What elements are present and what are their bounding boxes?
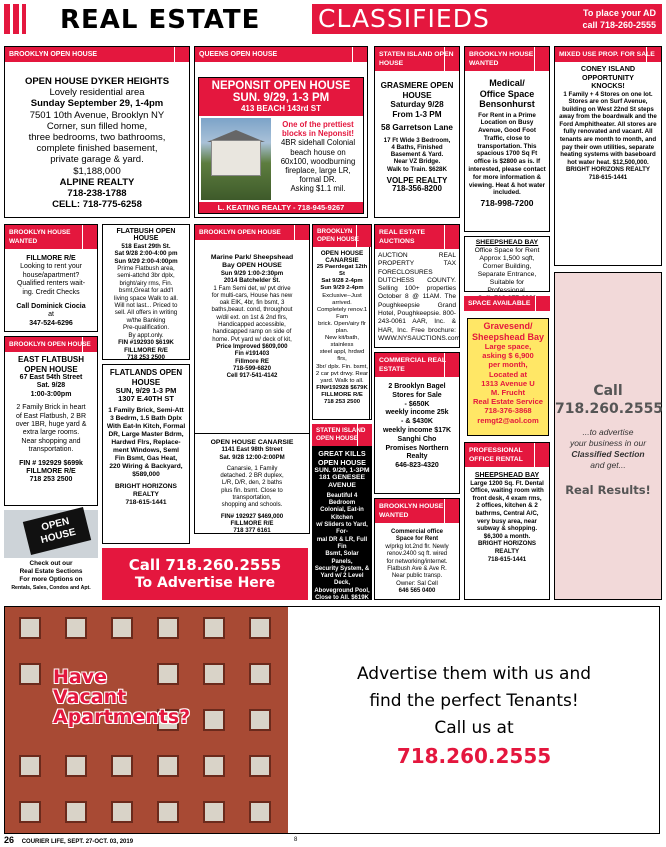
ad-line: Sat 9/28 2:00-4:00 pm	[114, 250, 178, 258]
ad-line: yard. Walk to all.	[320, 377, 364, 384]
section-tag: STATEN ISLAND OPEN HOUSE	[375, 47, 459, 71]
page-number: 26	[4, 835, 15, 845]
banner-phone: 718.260.2555	[396, 744, 552, 768]
ad-line: Separate Entrance,	[477, 271, 537, 278]
ad-title: OPEN HOUSE CANARSIE	[210, 439, 294, 446]
ad-line: 1 Fam Semi det, w/ pvt drive	[213, 284, 291, 292]
ad-line: Near public transp.	[391, 573, 443, 580]
ad-line: Call Dominick Ciocia	[16, 303, 86, 311]
coney-island-ad	[554, 46, 662, 266]
ad-line: Office, waiting room with	[470, 487, 544, 495]
building-photo	[5, 607, 288, 833]
ad-line: mal DR & LR, Full Fin	[316, 536, 368, 550]
page-title: REAL ESTATE	[60, 5, 261, 35]
ad-line: 1313 Avenue U	[481, 378, 535, 388]
sheepshead-office-ad	[464, 236, 550, 292]
ad-line: 4 Baths, Finished	[391, 143, 443, 151]
ad-realty: Fillmore RE	[235, 357, 269, 365]
ad-phone: 718-615-1441	[125, 499, 167, 506]
neposit-ad	[198, 77, 364, 214]
banner-line3: Call us at	[434, 718, 514, 738]
ad-line: w/prkg lot.2nd flr. Newly	[385, 543, 449, 550]
ad-line: living space Walk to all.	[113, 294, 179, 302]
ad-line: blocks in Neponsit!	[282, 129, 354, 139]
ad-line: extra large rooms.	[22, 429, 80, 437]
ad-line: transportation.	[28, 446, 74, 454]
ad-phone: 718 253 2500	[323, 398, 361, 405]
ad-title: GRASMERE OPEN HOUSE	[380, 81, 454, 100]
ad-text: 1 Family + 4 Stores on one lot. Stores are on Surf Avenue, building on West 22nd St steps away from the boardwalk and the Ford Amphitheater. All stores are fully renovated and vacant. All tenants are month to month, and pay their own utilities, separate heating systems with baseboard hot water heat. $12,500,000.	[559, 90, 657, 166]
ad-price: Price Improved $609,000	[216, 342, 288, 350]
ad-line: handicapped ramp on side of	[212, 328, 292, 336]
ad-line: 4BR sidehall Colonial	[280, 138, 356, 148]
ad-line: 2 offices, kitchen & 2	[476, 502, 538, 510]
ad-line: Real Estate Service	[472, 397, 544, 407]
place-ad-line1: To place your AD	[582, 8, 656, 18]
vacant-apartments-banner	[4, 606, 660, 834]
section-tag: SPACE AVAILABLE	[464, 296, 550, 311]
note-line: Rentals, Sales, Condos and Apt.	[11, 585, 91, 591]
ad-line: complete finished basement,	[36, 143, 158, 155]
ad-line: Security System, &	[314, 565, 370, 572]
ad-line: DR, Large Master Bdrm,	[108, 431, 184, 438]
ad-time: 1:00-3:00pm	[30, 390, 72, 398]
ad-line: Pre-qualification.	[122, 324, 170, 332]
note-line: Check out our	[29, 560, 73, 567]
ad-line: for multi-cars, House has new	[211, 291, 293, 299]
ad-line: Will not last... Priced to	[114, 302, 178, 310]
ad-line: Suitable for	[489, 279, 525, 286]
ad-line: weekly income $17K	[382, 426, 452, 434]
open-house-sign-photo	[4, 510, 98, 558]
have-vacant-text	[53, 667, 190, 727]
ad-line: transportation,	[232, 494, 272, 502]
ad-line: 2 car pvt drwy. Rear	[315, 370, 369, 377]
dental-office-ad	[464, 442, 550, 600]
ad-cell: Cell 917-541-4142	[226, 372, 278, 380]
ad-line: semi-attchd 3br dplx,	[117, 272, 175, 280]
ad-line: Sat 9/28 2-4pm	[321, 278, 363, 285]
ad-line: 2 Family Brick in heart	[16, 404, 86, 412]
ad-cell: CELL: 718-775-6258	[52, 199, 142, 211]
ad-title: FLATLANDS OPEN HOUSE	[109, 368, 183, 387]
paerdegat-column	[312, 224, 372, 420]
east-flatbush-ad	[4, 336, 98, 506]
ad-line: Approx 1,500 sqft,	[479, 255, 535, 262]
have-line: Apartments?	[53, 706, 191, 728]
section-tag: COMMERCIAL REAL ESTATE	[375, 353, 459, 377]
ad-line: per month,	[488, 360, 528, 370]
ad-line: Near shopping and	[21, 437, 81, 445]
canarsie-open-house-ad	[195, 439, 309, 535]
bagel-stores-ad	[374, 352, 460, 494]
side-line: and get...	[590, 460, 626, 470]
ad-line: bsmt,Great for add'l	[118, 287, 174, 295]
side-line: Classified Section	[571, 449, 645, 459]
ad-realty: BRIGHT HORIZONS REALTY	[477, 540, 537, 555]
ad-time: From 1-3 PM	[392, 109, 442, 119]
ad-phone: 718 253 2500	[29, 476, 73, 484]
auction-text: AUCTION REAL PROPERTY TAX FORECLOSURES DUTCHESS COUNTY. Selling 100+ properties October 8 @ 11AM. The Poughkeepsie Grand Hotel, Poughkeepsie. 800-243-0061 AAR, Inc. & HAR, Inc. Free brochure: WWW.NYSAUCTIONS.com	[378, 252, 461, 342]
ad-date: SUN. 9/29, 1-3 PM	[232, 92, 330, 104]
ad-line: front desk, 4 exam rms,	[472, 494, 542, 502]
ad-address: 413 BEACH 143rd ST	[240, 104, 322, 113]
ad-line: Prime Flatbush area,	[117, 265, 175, 273]
ad-line: Large space,	[484, 342, 532, 351]
have-line: Have	[53, 666, 107, 688]
ad-line: of East Flatbush, 2 BR	[15, 412, 87, 420]
ad-line: brick. Open/airy flr plan.	[318, 320, 366, 335]
ad-line: 220 Wiring & Backyard,	[109, 463, 183, 470]
ad-realty: ALPINE REALTY	[59, 176, 135, 188]
ad-line: at	[48, 311, 54, 319]
ad-line: bathrms, Central A/C,	[475, 509, 539, 517]
ad-line: Yard w/ 2 Level Deck,	[320, 573, 364, 587]
banner-message	[289, 607, 659, 833]
ad-line: Colonial, Eat-in Kitchen	[320, 507, 364, 521]
ad-line: plus fin. bsmt. Close to	[221, 486, 283, 494]
ad-line: 2014 Batchelder St.	[223, 277, 281, 285]
header-bars	[4, 4, 54, 34]
ad-line: baths,beaut. cond, throughout	[211, 306, 293, 314]
ad-line: w/the Banking	[126, 316, 166, 324]
section-tag: BROOKLYN OPEN HOUSE	[5, 47, 189, 62]
ad-date: SUN. 9/29, 1-3PM	[314, 467, 370, 474]
note-line: Real Estate Sections	[19, 568, 83, 575]
ad-line: Located at	[489, 369, 527, 379]
ad-line: Professional.	[487, 287, 527, 294]
ad-line: Sunday September 29, 1-4pm	[30, 98, 164, 110]
ad-fin: FIN #192930 $619K	[118, 339, 174, 347]
gravesend-ad	[467, 318, 549, 436]
ad-title: SHEEPSHEAD BAY	[475, 239, 539, 246]
ad-title: Marine Park/ Sheepshead Bay OPEN HOUSE	[210, 254, 294, 269]
marine-park-column	[194, 224, 310, 534]
ad-line: Aboveground Pool,	[314, 587, 370, 594]
ad-line: ing. Credit Checks	[22, 288, 80, 296]
ad-line: Realty	[406, 453, 428, 461]
ad-line: 3br/ dplx. Fin. bsmt,	[316, 363, 368, 370]
ad-line: steel appl, hrdwd flrs,	[319, 349, 365, 363]
ad-price: $589,000	[132, 471, 160, 478]
medical-office-ad	[464, 46, 550, 232]
ad-line: Lovely residential area	[49, 87, 145, 99]
ad-realty: FILLMORE R/E	[124, 346, 168, 354]
ad-line: Space for Rent	[395, 536, 439, 543]
ad-title: Medical/ Office Space Bensonhurst	[479, 78, 535, 109]
ad-title: OPEN HOUSE DYKER HEIGHTS	[24, 76, 170, 87]
ad-phone: 718-356-8200	[392, 184, 442, 194]
flatbush-open-house-ad	[102, 224, 190, 360]
neposit-header	[199, 78, 363, 116]
call-line: Call 718.260.2555	[128, 556, 282, 574]
ad-line: Walk to Train. $628K	[387, 165, 447, 173]
ad-phone: 718-356-8200	[320, 613, 364, 621]
page-subtitle: CLASSIFIEDS	[312, 4, 526, 34]
ad-phone: 718 253 2500	[127, 353, 165, 361]
house-photo	[201, 118, 271, 200]
ad-line: - $650K	[404, 400, 430, 408]
ad-realty: BRIGHT HORIZONS REALTY	[115, 483, 177, 498]
section-tag: BROOKLYN HOUSE WANTED	[465, 47, 549, 71]
ad-text: For Rent in a Prime Location on Busy Avenue, Good Foot Traffic, close to transportation. This spacious 1700 Sq Ft office is $2800 as is. If interested, please contact for more information & viewing. Heat & hot water included.	[468, 111, 546, 197]
ad-line: Completely renov.1 Fam	[316, 306, 368, 320]
ad-date: Sat. 9/28 12:00-2:00PM	[219, 453, 285, 461]
ad-line: 3 Bedrm, 1.5 Bath Dplx	[110, 415, 182, 422]
ad-line: bright/airy rms, Fin.	[119, 279, 173, 287]
ad-fin: FIN#192928 $679K	[316, 384, 368, 391]
flatlands-open-house-ad	[102, 364, 190, 544]
ad-line: Commercial office	[390, 529, 444, 535]
fillmore-wanted-ad	[4, 224, 98, 332]
side-results: Real Results!	[565, 483, 651, 497]
ad-title: EAST FLATBUSH OPEN HOUSE	[17, 355, 85, 374]
ad-line: Asking $1.1 mil.	[290, 184, 346, 194]
ad-title: FLATBUSH OPEN HOUSE	[116, 228, 176, 243]
ad-line: Sun 9/29 2-4pm	[320, 285, 364, 292]
ad-phone: 718-615-1441	[588, 174, 628, 182]
ad-line: for networking/internet.	[386, 558, 448, 565]
ad-line: fireplace, large LR,	[285, 166, 351, 176]
ad-line: Sun 9/29 1:00-2:30pm	[220, 270, 284, 277]
ad-line: weekly income 25k	[385, 409, 449, 417]
ad-line: Fin Bsmt, Gas Heat,	[114, 455, 178, 462]
ad-fin: FIN # 192929 $699k	[19, 459, 83, 467]
ad-line: One of the prettiest	[282, 120, 354, 129]
banner-line2: find the perfect Tenants!	[369, 691, 579, 711]
publication-info: COURIER LIFE, SEPT. 27-OCT. 03, 2019	[21, 839, 134, 845]
neposit-description	[273, 120, 363, 194]
ad-line: formal DR.	[299, 175, 337, 185]
side-advertise-box	[554, 272, 662, 600]
ad-line: Handicapped accessible,	[218, 321, 286, 329]
ad-date: Saturday 9/28	[390, 100, 444, 109]
ad-line: Promises Northern	[385, 444, 449, 452]
side-call: Call	[593, 383, 623, 399]
ad-line: 17 Ft Wide 3 Bedroom,	[383, 136, 451, 144]
ad-realty: BRIGHT HORIZONS REALTY	[565, 166, 651, 174]
ad-fin: FIN# 192927 $469,000	[220, 512, 284, 520]
section-tag: BROOKLYN OPEN HOUSE	[195, 225, 309, 240]
ad-line: shopping and schools.	[221, 501, 283, 509]
grasmere-ad	[374, 46, 460, 218]
footer-mark: 8	[294, 837, 298, 843]
ad-line: Large 1200 Sq. Ft. Dental	[470, 479, 544, 487]
ad-line: Owner: Sal Cell	[396, 580, 438, 587]
advertise-line: To Advertise Here	[134, 575, 276, 591]
section-tag: BROOKLYN OPEN HOUSE	[313, 225, 371, 247]
ad-date: Sat. 9/28	[36, 382, 66, 390]
ad-line: Basement & Yard.	[390, 151, 444, 159]
side-line: ...to advertise	[582, 427, 634, 437]
ad-line: New kit/bath, stainless	[324, 335, 360, 349]
ad-line: Qualified renters wait-	[16, 280, 86, 288]
ad-line: Corner Building,	[482, 263, 532, 270]
ad-line: By appt.only.	[128, 331, 164, 339]
ad-line: Beautiful 4 Bedroom	[326, 492, 358, 507]
ad-line: Office Space for Rent	[474, 247, 540, 254]
ad-line: Corner, sun filled home,	[46, 120, 148, 132]
ad-title: SHEEPSHEAD BAY	[474, 472, 540, 479]
ad-phone: 646-823-4320	[395, 462, 439, 470]
ad-date: SUN, 9/29 1-3 PM	[115, 386, 177, 395]
open-house-sign: OPEN HOUSE	[23, 507, 91, 555]
section-tag: BROOKLYN HOUSE WANTED	[5, 225, 97, 249]
ad-line: 60x100, woodburning	[280, 156, 356, 166]
ad-line: Sun 9/29 2:00-4:00pm	[114, 257, 178, 265]
ad-line: Stores for Sale	[392, 391, 442, 399]
note-line: For more Options on	[19, 576, 83, 583]
side-phone: 718.260.2555	[555, 401, 664, 417]
ad-line: detached. 2 BR duplex,	[220, 472, 284, 480]
ad-line: FILLMORE R/E	[26, 255, 76, 262]
ad-line: 25 Paerdegat 12th St	[316, 264, 368, 278]
ad-line: L/R, D/R, den, 2 baths	[221, 479, 283, 487]
ad-phone: 718-998-7200	[480, 198, 534, 209]
section-tag: PROFESSIONAL OFFICE RENTAL	[465, 443, 549, 467]
ad-title: OPEN HOUSE CANARSIE	[320, 250, 364, 265]
check-sections-note	[4, 560, 98, 600]
banner-line1: Advertise them with us and	[356, 664, 592, 684]
ad-address: 67 East 54th Street	[19, 374, 83, 381]
ad-line: M. Frucht	[490, 388, 526, 398]
ad-fin: Fin #191403	[234, 350, 270, 358]
ad-phone: 718-599-6820	[233, 364, 271, 372]
place-ad-phone: call 718-260-2555	[582, 20, 656, 30]
ad-title: NEPONSIT OPEN HOUSE	[211, 80, 351, 92]
ad-line: - & $430K	[401, 418, 433, 426]
ad-phone: 718 377 6161	[233, 527, 271, 535]
ad-line: over 1BR, huge yard &	[15, 421, 87, 429]
section-tag: BROOKLYN OPEN HOUSE	[5, 337, 97, 352]
ad-line: private garage & yard.	[50, 154, 144, 166]
page-footer	[4, 835, 644, 845]
section-tag: STATEN ISLAND OPEN HOUSE	[312, 424, 372, 446]
ad-line: Near VZ Bridge.	[393, 158, 441, 166]
ad-phone: 718-238-1788	[67, 188, 127, 200]
ad-line: sell. All offers in writing	[114, 309, 178, 317]
ad-realty: FILLMORE R/E	[26, 468, 76, 476]
ad-address: 181 GENESEE AVENUE	[318, 474, 366, 489]
ad-phone: 718-615-1441	[487, 555, 527, 563]
section-tag: MIXED USE PROP. FOR SALE	[555, 47, 661, 62]
ad-line: w/dil ext. on 1st & 2nd flrs,	[216, 313, 288, 321]
section-tag: QUEENS OPEN HOUSE	[195, 47, 367, 62]
ad-title: Gravesend/ Sheepshead Bay	[471, 321, 545, 342]
ad-address: 58 Garretson Lane	[381, 123, 453, 132]
ad-line: subway & shopping.	[476, 525, 538, 533]
section-tag: BROOKLYN HOUSE WANTED	[375, 499, 459, 523]
ad-price: $6,300 a month.	[483, 532, 531, 540]
ad-line: renov.2400 sq ft. wired	[386, 551, 448, 558]
ad-line: Canarsie, 1 Family	[226, 464, 278, 472]
ad-line: house/apartment?	[22, 271, 80, 279]
ad-line: With Eat-In Kitch, Formal	[106, 423, 186, 430]
ad-phone: 718-376-3868	[484, 406, 532, 416]
ad-title: GREAT KILLS OPEN HOUSE	[318, 449, 366, 467]
dyker-heights-ad	[4, 46, 190, 218]
great-kills-ad	[312, 424, 372, 621]
ad-line: oak EIK, 4br, fin bsmt, 3	[219, 299, 285, 307]
ad-line: ment Windows, Seml	[113, 447, 179, 454]
ad-price: Close to All. $619K	[315, 595, 369, 602]
neposit-footer: L. KEATING REALTY - 718-945-9267	[199, 202, 363, 213]
ad-line: 7501 10th Avenue, Brooklyn NY	[29, 109, 165, 121]
ad-line: beach house on	[290, 147, 346, 157]
ad-title: CONEY ISLAND OPPORTUNITY KNOCKS!	[580, 64, 636, 90]
ad-realty: FILLMORE R/E	[230, 519, 274, 527]
ad-line: asking $ 6,900	[482, 351, 534, 361]
ad-line: Exclusive--Just arrived.	[322, 292, 362, 306]
ad-line: 518 East 29th St.	[121, 242, 171, 250]
ad-realty: VOLPE REALTY	[386, 175, 448, 185]
ad-line: $1,188,000	[73, 165, 121, 177]
have-line: Vacant	[53, 686, 127, 708]
ad-address: 1141 East 98th Street	[221, 446, 283, 454]
ad-phone: 646 565 0400	[398, 588, 436, 595]
header	[0, 0, 666, 38]
ad-realty: VOLPE REALTY	[316, 606, 368, 614]
ad-line: Bsmt, Solar Panels,	[325, 551, 359, 565]
ad-line: 2 Brooklyn Bagel	[388, 383, 446, 390]
ad-line: Flatbush Ave & Ave R.	[387, 566, 447, 573]
ad-line: Hardwd Flrs, Replace-	[111, 439, 181, 446]
auction-ad	[374, 224, 460, 348]
section-tag: REAL ESTATE AUCTIONS	[375, 225, 459, 249]
place-ad-info	[526, 4, 662, 34]
ad-email: remgt2@aol.com	[477, 415, 539, 425]
ad-realty: FILLMORE R/E	[321, 391, 363, 398]
ad-line: three bedrooms, two bathrooms,	[28, 132, 166, 144]
side-line: your business in our	[569, 438, 647, 448]
office-space-ad	[374, 498, 460, 600]
ad-line: w/ Sliders to Yard, For-	[316, 522, 368, 536]
ad-line: Looking to rent your	[20, 263, 82, 271]
ad-address: 1307 E.40TH ST	[118, 394, 174, 403]
ad-line: very busy area, near	[477, 517, 537, 525]
ad-line: home. Pvt yard w/ deck of kit,	[212, 335, 292, 343]
call-to-advertise-box	[102, 548, 308, 600]
ad-line: 1 Family Brick, Semi-Att	[108, 407, 184, 414]
ad-line: Sanghi Cho	[397, 435, 437, 443]
ad-phone: 347-524-6296	[29, 319, 73, 327]
